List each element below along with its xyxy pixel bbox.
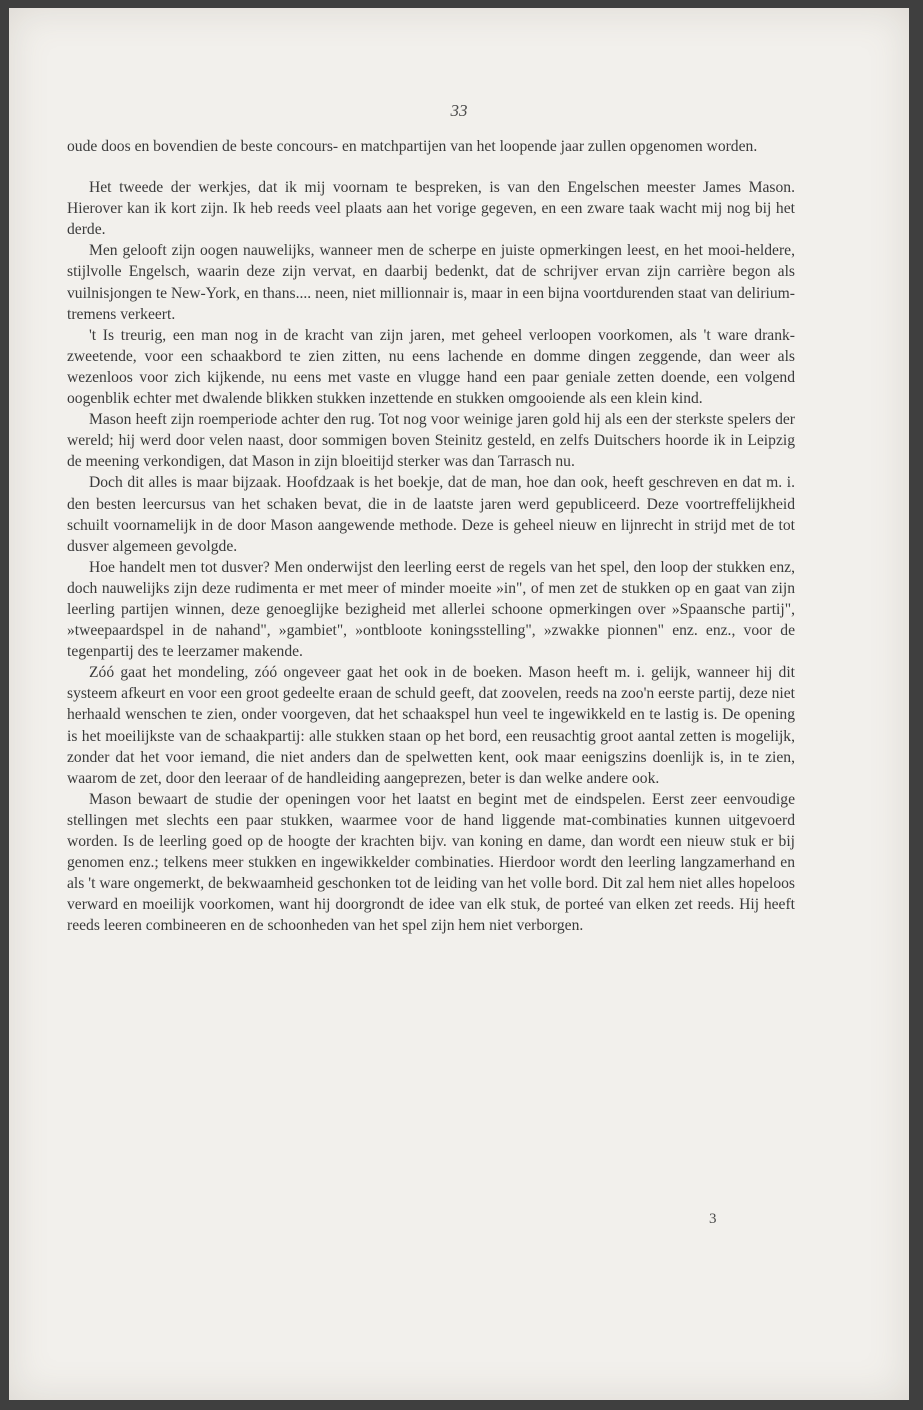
paragraph-1: oude doos en bovendien de beste concours- en matchpartijen van het loopende jaar zullen opgenomen worden.: [67, 138, 758, 155]
paragraph-7: Hoe handelt men tot dusver? Men onderwijst den leerling eerst de regels van het spel, den loop der stukken enz, doch nauwelijks zijn deze rudimenta er met meer of minder moeite »in", of men zet de stukken op en gaat van zijn leerling partijen winnen, deze genoeglijke bezigheid met allerlei schoone opmerkingen over »Spaansche partij", »tweepaardspel in de nahand", »gambiet", »ontbloote koningsstelling", »zwakke pionnen" enz. enz., voor de tegenpartij des te leerzamer makende.: [67, 558, 795, 661]
paragraph-3: Men gelooft zijn oogen nauwelijks, wanneer men de scherpe en juiste opmerkingen leest, en het mooi-heldere, stijlvolle Engelsch, waarin deze zijn vervat, en daarbij bedenkt, dat de schrijver ervan zijn carrière begon als vuilnisjongen te New-York, en thans.... neen, niet millionnair is, maar in een bijna voortdurenden staat van delirium-tremens verkeert.: [67, 242, 795, 323]
paragraph-4: 't Is treurig, een man nog in de kracht van zijn jaren, met geheel verloopen voorkomen, als 't ware drank-zweetende, voor een schaakbord te zien zitten, nu eens lachende en domme dingen zeggende, dan weer als wezenloos voor zich kijkende, nu eens met vaste en vlugge hand een paar geniale zetten doende, een volgend oogenblik echter met dwalende blikken stukken inzettende en stukken omgooiende als een klein kind.: [67, 326, 795, 408]
paragraph-2: Het tweede der werkjes, dat ik mij voornam te bespreken, is van den Engelschen meester James Mason. Hierover kan ik kort zijn. Ik heb reeds veel plaats aan het vorige gegeven, en een zware taak wacht mij nog bij het derde.: [67, 179, 795, 239]
paragraph-8: Zóó gaat het mondeling, zóó ongeveer gaat het ook in de boeken. Mason heeft m. i. gelijk, wanneer hij dit systeem afkeurt en voor een groot gedeelte eraan de schuld geeft, dat zoovelen, reeds na zoo'n eerste partij, deze niet herhaald wenschen te zien, onder voorgeven, dat het schaakspel hun veel te ingewikkeld en te lastig is. De opening is het moeilijkste van de schaakpartij: alle stukken staan op het bord, een reusachtig groot aantal zetten is mogelijk, zonder dat het voor iemand, die niet anders dan de spelwetten kent, ook maar eenigszins doenlijk is, in te zien, waarom de zet, door den leeraar of de handleiding aangeprezen, beter is dan welke andere ook.: [67, 664, 795, 787]
body-text: [67, 136, 795, 936]
paragraph-5: Mason heeft zijn roemperiode achter den rug. Tot nog voor weinige jaren gold hij als een der sterkste spelers der wereld; hij werd door velen naast, door sommigen boven Steinitz gesteld, en zelfs Duitschers hoorde ik in Leipzig de meening verkondigen, dat Mason in zijn bloeitijd sterker was dan Tarrasch nu.: [67, 411, 795, 471]
paragraph-6: Doch dit alles is maar bijzaak. Hoofdzaak is het boekje, dat de man, hoe dan ook, heeft geschreven en dat m. i. den besten leercursus van het schaken bevat, die in de laatste jaren werd gepubliceerd. Deze voortreffelijkheid schuilt voornamelijk in de door Mason aangewende methode. Deze is geheel nieuw en lijnrecht in strijd met de tot dusver algemeen gevolgde.: [67, 474, 795, 555]
book-page: [9, 8, 909, 1400]
page-number: 33: [450, 101, 468, 120]
paragraph-9: Mason bewaart de studie der openingen voor het laatst en begint met de eindspelen. Eerst zeer eenvoudige stellingen met slechts een paar stukken, waarmee voor de hand liggende mat-combinaties kunnen uitgevoerd worden. Is de leerling goed op de hoogte der krachten bijv. van koning en dame, dan wordt een nieuw stuk er bij genomen enz.; telkens meer stukken en ingewikkelder combinaties. Hierdoor wordt den leerling langzamerhand en als 't ware ongemerkt, de bekwaamheid geschonken tot de leiding van het volle bord. Dit zal hem niet alles hopeloos verward en moeilijk voorkomen, want hij doorgrondt de idee van elk stuk, de porteé van elken zet reeds. Hij heeft reeds leeren combineeren en de schoonheden van het spel zijn hem niet verborgen.: [67, 790, 795, 935]
signature-mark: 3: [709, 1211, 717, 1227]
